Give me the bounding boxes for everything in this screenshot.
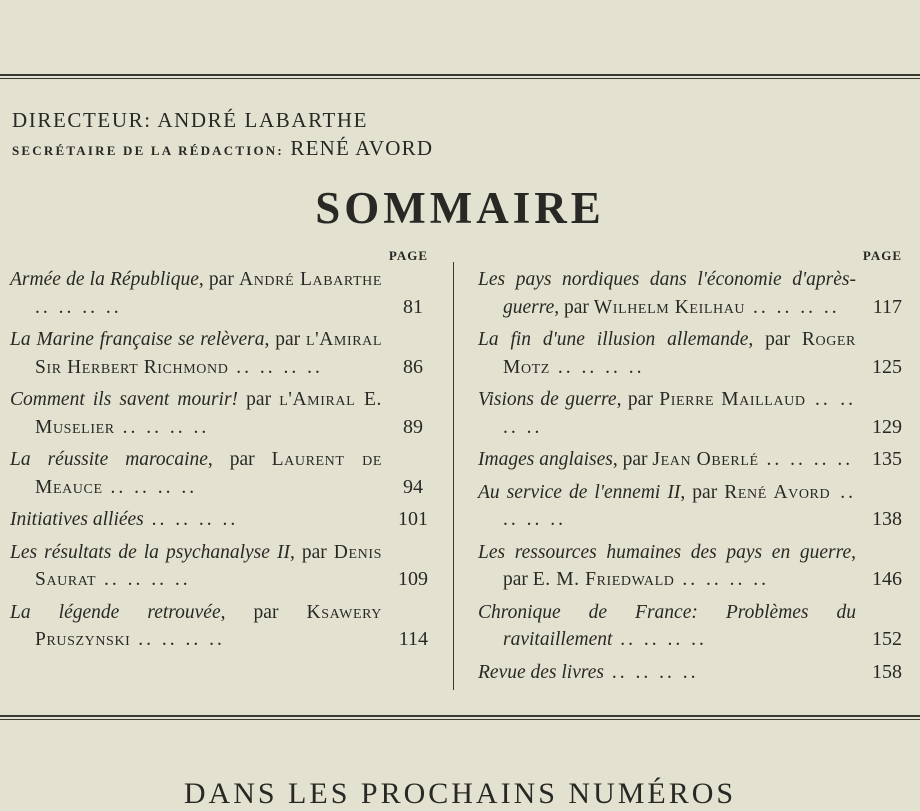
toc-entry[interactable] bbox=[478, 659, 902, 687]
leader-dots: .. .. .. .. bbox=[228, 356, 323, 378]
entry-title: Images anglaises bbox=[478, 449, 613, 470]
toc-entry[interactable]: Armée de la République, par André Labarthe .. .. .. .. 81 bbox=[10, 269, 423, 318]
toc-entry[interactable]: La réussite marocaine, par Laurent de Meauce .. .. .. .. 94 bbox=[10, 449, 423, 498]
toc-entry[interactable]: La Marine française se relèvera, par l'Amiral Sir Herbert Richmond .. .. .. .. 86 bbox=[10, 329, 423, 378]
director-line bbox=[12, 108, 368, 133]
toc-entry[interactable] bbox=[478, 539, 902, 594]
toc-right-column bbox=[478, 248, 902, 691]
entry-par: , par bbox=[289, 541, 327, 563]
entry-title: Les résultats de la psychanalyse II bbox=[10, 541, 290, 563]
leader-dots: .. .. .. .. bbox=[102, 476, 198, 498]
entry-author: l'Amiral E. Muselier bbox=[35, 389, 382, 438]
leader-dots: .. .. .. .. bbox=[503, 481, 857, 530]
bottom-double-rule bbox=[0, 715, 920, 720]
toc-entry[interactable] bbox=[478, 386, 902, 441]
leader-dots: .. .. .. .. bbox=[674, 569, 769, 590]
entry-title: La légende retrouvée bbox=[10, 601, 221, 623]
entry-title: La Marine française se relèvera bbox=[10, 329, 265, 350]
entry-title: La fin d'une illusion allemande bbox=[478, 329, 749, 350]
entry-author: l'Amiral Sir Herbert Richmond bbox=[35, 329, 383, 378]
entry-title: Les ressources humaines des pays en guerre bbox=[478, 541, 852, 563]
entry-par: , par bbox=[207, 449, 255, 470]
toc-entry[interactable] bbox=[10, 506, 428, 534]
entry-page: 117 bbox=[872, 295, 902, 318]
entry-author: Roger Motz bbox=[503, 329, 856, 378]
toc-entry[interactable] bbox=[478, 266, 902, 321]
leader-dots: .. .. .. .. bbox=[143, 509, 239, 530]
entry-title: Les pays nordiques dans l'économie d'après-guerre bbox=[478, 269, 856, 318]
next-issues-heading: DANS LES PROCHAINS NUMÉROS bbox=[183, 777, 737, 810]
entry-title: Visions de guerre bbox=[478, 389, 617, 410]
page-column-header: PAGE bbox=[388, 248, 428, 263]
leader-dots: .. .. .. .. bbox=[96, 569, 191, 590]
top-double-rule bbox=[0, 74, 920, 79]
leader-dots: .. .. .. .. bbox=[130, 629, 225, 650]
entry-title: Comment ils savent mourir! bbox=[10, 389, 239, 410]
entry-par: , par bbox=[612, 449, 648, 470]
entry-page: 135 bbox=[872, 448, 902, 470]
entry-par: , par bbox=[264, 329, 301, 350]
secretary-label: SECRÉTAIRE DE LA RÉDACTION: bbox=[12, 143, 284, 158]
secretary-name: RENÉ AVORD bbox=[290, 136, 434, 160]
entry-page: 101 bbox=[398, 508, 428, 530]
entry-page: 129 bbox=[872, 415, 902, 438]
entry-author: Denis Saurat bbox=[35, 541, 382, 590]
entry-author: Laurent de Meauce bbox=[35, 449, 382, 498]
toc-left-column bbox=[10, 248, 428, 659]
leader-dots: .. .. .. .. bbox=[603, 661, 699, 683]
leader-dots: .. .. .. .. bbox=[549, 356, 645, 378]
entry-par: , par bbox=[503, 541, 856, 590]
toc-entry[interactable] bbox=[10, 539, 428, 594]
director-label: DIRECTEUR: bbox=[12, 108, 152, 132]
entry-author: Ksawery Pruszynski bbox=[35, 601, 383, 650]
leader-dots: .. .. .. .. bbox=[503, 389, 856, 438]
column-divider bbox=[453, 262, 454, 690]
toc-entry[interactable] bbox=[10, 599, 428, 654]
entry-page: 152 bbox=[872, 628, 902, 650]
leader-dots: .. .. .. .. bbox=[745, 296, 840, 318]
leader-dots: .. .. .. .. bbox=[612, 629, 707, 650]
entry-par: par bbox=[238, 389, 272, 410]
entry-page: 125 bbox=[872, 355, 902, 378]
leader-dots: .. .. .. .. bbox=[114, 416, 210, 438]
entry-par: , par bbox=[680, 481, 718, 503]
entry-title: Initiatives alliées bbox=[10, 509, 144, 530]
entry-title: Revue des livres bbox=[478, 661, 604, 683]
entry-page: 138 bbox=[872, 508, 902, 530]
entry-par: , par bbox=[748, 329, 791, 350]
page-column-header: PAGE bbox=[862, 248, 902, 263]
entry-par: , par bbox=[554, 296, 589, 318]
entry-author: Jean Oberlé bbox=[652, 449, 759, 470]
toc-entry[interactable] bbox=[478, 479, 902, 534]
toc-entry[interactable]: Comment ils savent mourir! par l'Amiral E. Muselier .. .. .. .. 89 bbox=[10, 389, 423, 438]
entry-par: , par bbox=[198, 269, 234, 290]
leader-dots: .. .. .. .. bbox=[758, 449, 854, 470]
entry-title: Armée de la République bbox=[10, 269, 199, 290]
entry-author: André Labarthe bbox=[239, 269, 382, 290]
toc-entry[interactable] bbox=[478, 326, 902, 381]
entry-par: , par bbox=[220, 601, 279, 623]
entry-page: 114 bbox=[398, 628, 428, 650]
toc-entry[interactable] bbox=[478, 446, 902, 474]
page-title: SOMMAIRE bbox=[315, 183, 605, 233]
entry-title: La réussite marocaine bbox=[10, 449, 208, 470]
entry-page: 158 bbox=[872, 660, 902, 683]
entry-author: Wilhelm Keilhau bbox=[593, 296, 746, 318]
entry-author: René Avord bbox=[724, 481, 831, 503]
leader-dots: .. .. .. .. bbox=[35, 296, 122, 318]
entry-author: E. M. Friedwald bbox=[532, 569, 675, 590]
entry-page: 109 bbox=[398, 568, 428, 590]
entry-author: Pierre Maillaud bbox=[659, 389, 806, 410]
secretary-line bbox=[12, 136, 433, 161]
entry-title: Chronique de France: Problèmes du ravitaillement bbox=[478, 601, 856, 650]
entry-par: , par bbox=[616, 389, 653, 410]
director-name: ANDRÉ LABARTHE bbox=[157, 108, 369, 132]
entry-title: Au service de l'ennemi II bbox=[478, 481, 681, 503]
entry-page: 146 bbox=[872, 568, 902, 590]
toc-entry[interactable] bbox=[478, 599, 902, 654]
